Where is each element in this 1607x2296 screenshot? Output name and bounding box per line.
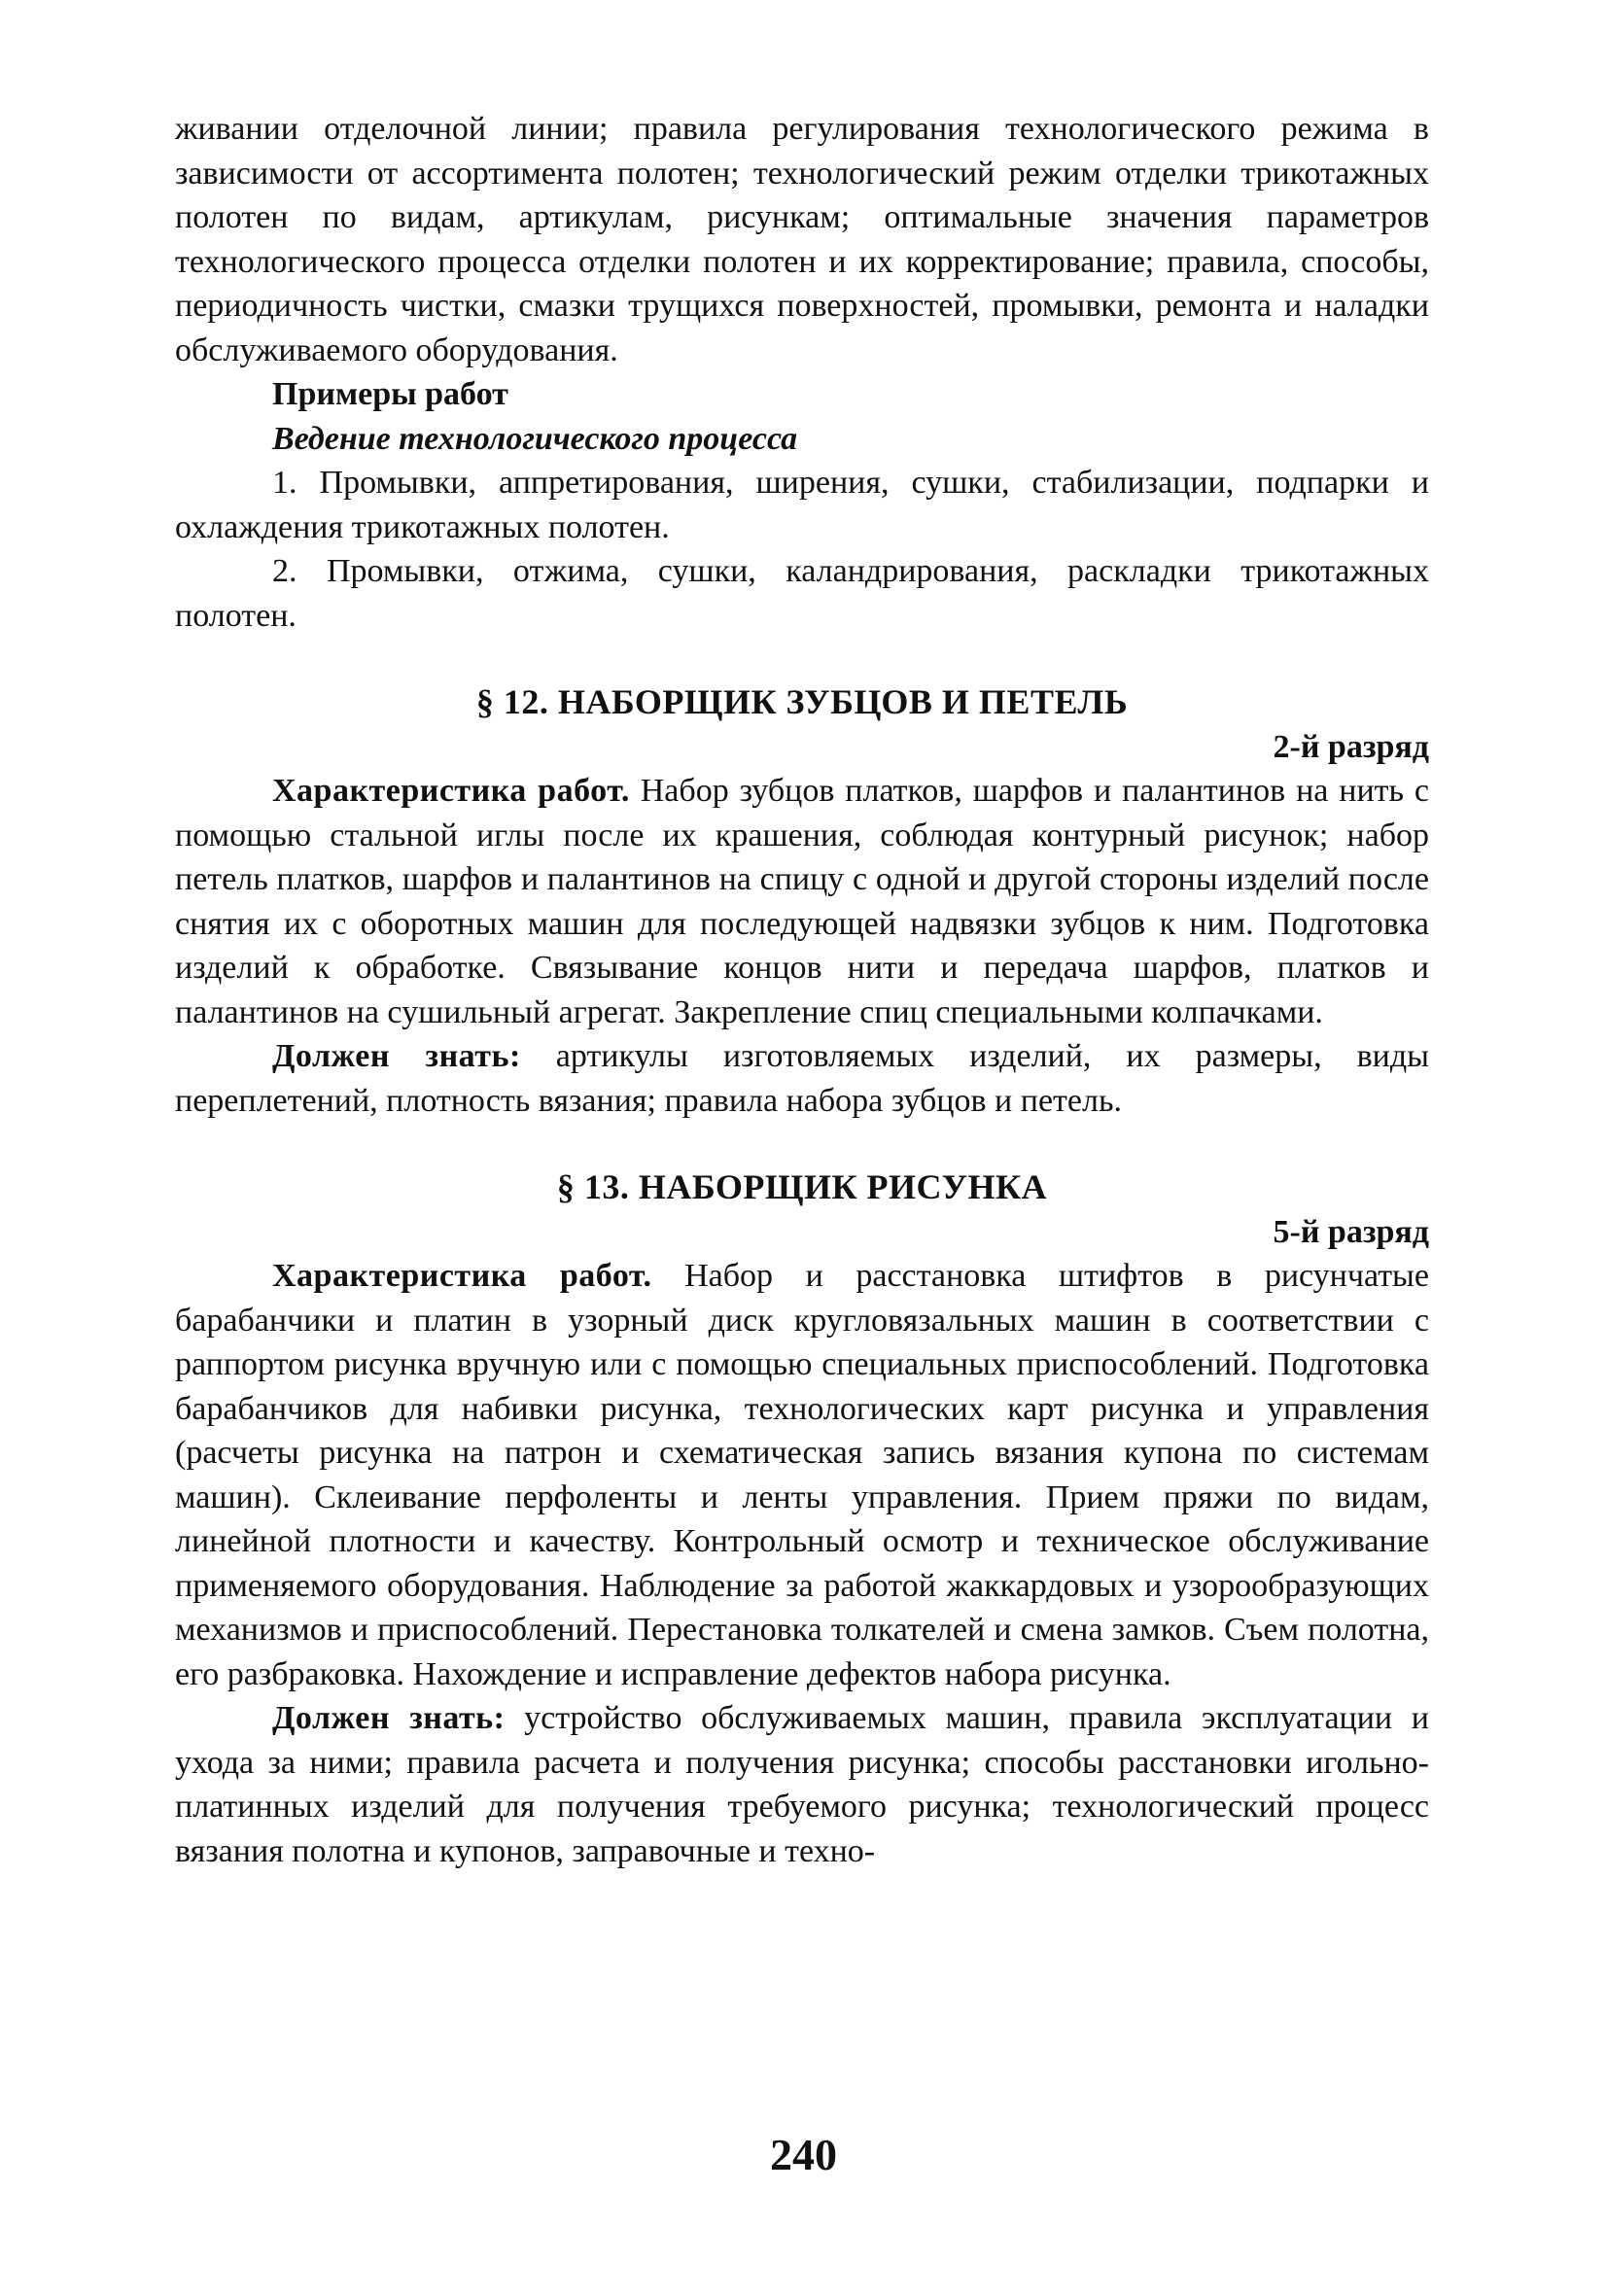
section-13-grade: 5-й разряд [1273,1213,1429,1250]
examples-subheading: Ведение технологического процесса [272,420,798,457]
characteristics-label: Характеристика работ. [272,1258,652,1294]
example-item-2: 2. Промывки, отжима, сушки, каландрирования, раскладки трикотажных полотен. [175,553,1429,634]
characteristics-label: Характеристика работ. [272,773,630,809]
knowledge-text: артикулы изготовляемых изделий, их размеры, виды переплетений, плотность вязания; правила набора зубцов и петель. [175,1038,1430,1119]
knowledge-label: Должен знать: [272,1038,521,1074]
section-13-title: § 13. НАБОРЩИК РИСУНКА [556,1167,1048,1206]
continuation-paragraph: живании отделочной линии; правила регулирования технологического режима в зависимости от ассортимента полотен; технологический режим отделки трикотажных полотен по видам, артикулам, рисункам; оптимальные значения параметров технологического процесса отделки полотен и их корректирование; правила, способы, периодичность чистки, смазки трущихся поверхностей, промывки, ремонта и наладки обслуживаемого оборудования. [175,111,1429,368]
knowledge-label: Должен знать: [272,1700,506,1736]
characteristics-text: Набор зубцов платков, шарфов и палантинов на нить с помощью стальной иглы после их крашения, соблюдая контурный рисунок; набор петель платков, шарфов и палантинов на спицу с одной и другой стороны изделий после снятия их с оборотных машин для последующей надвязки зубцов к ним. Подготовка изделий к обработке. Связывание концов нити и передача шарфов, платков и палантинов на сушильный агрегат. Закрепление спиц специальными колпачками. [175,773,1429,1030]
characteristics-text: Набор и расстановка штифтов в рисунчатые барабанчики и платин в узорный диск кругловязальных машин в соответствии с раппортом рисунка вручную или с помощью специальных приспособлений. Подготовка барабанчиков для набивки рисунка, технологических карт рисунка и управления (расчеты рисунка на патрон и схематическая запись вязания купона по системам машин). Склеивание перфоленты и ленты управления. Прием пряжи по видам, линейной плотности и качеству. Контрольный осмотр и техническое обслуживание применяемого оборудования. Наблюдение за работой жаккардовых и узорообразующих механизмов и приспособлений. Перестановка толкателей и смена замков. Съем полотна, его разбраковка. Нахождение и исправление дефектов набора рисунка. [175,1258,1429,1692]
examples-heading: Примеры работ [272,376,508,412]
section-12-characteristics [175,769,1429,1034]
section-13-knowledge [175,1696,1429,1873]
section-13-characteristics [175,1254,1429,1696]
section-12-knowledge [175,1034,1429,1123]
section-12-grade: 2-й разряд [1273,728,1429,765]
knowledge-text: устройство обслуживаемых машин, правила эксплуатации и ухода за ними; правила расчета и получения рисунка; способы расстановки игольно-платинных изделий для получения требуемого рисунка; технологический процесс вязания полотна и купонов, заправочные и техно- [175,1700,1429,1869]
section-12-title: § 12. НАБОРЩИК ЗУБЦОВ И ПЕТЕЛЬ [475,682,1129,721]
page-number: 240 [770,2130,837,2179]
example-item-1: 1. Промывки, аппретирования, ширения, сушки, стабилизации, подпарки и охлаждения трикотажных полотен. [175,465,1429,545]
page-content [175,107,1429,1873]
